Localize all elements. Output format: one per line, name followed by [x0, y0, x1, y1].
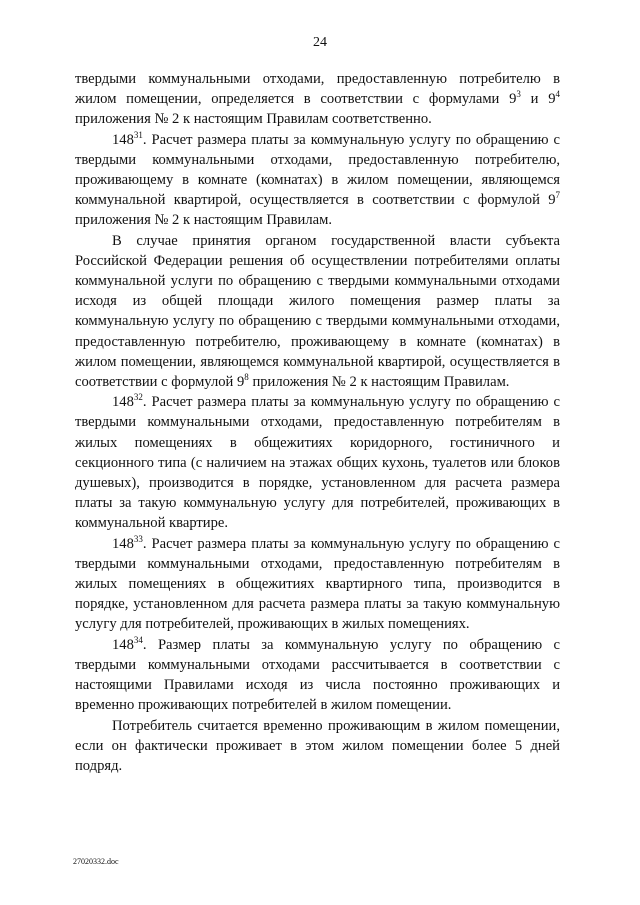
paragraph-text: приложения № 2 к настоящим Правилам. [248, 374, 510, 391]
clause-number: 148 [112, 535, 134, 552]
paragraph-text: приложения № 2 к настоящим Правилам. [75, 212, 333, 229]
paragraph-148-32 [75, 392, 560, 533]
formula-superscript: 4 [555, 89, 560, 100]
paragraph-text: . Размер платы за коммунальную услугу по обращению с твердыми коммунальными отходами рассчитывается в соответствии с настоящими Правилами исходя из числа постоянно проживающих и временно проживающих потребителей в жилом помещении. [75, 636, 560, 714]
paragraph-text: . Расчет размера платы за коммунальную услугу по обращению с твердыми коммунальными отходами, предоставленную потребителю, проживающему в комнате (комнатах) в жилом помещении, являющемся коммунальной квартирой, осуществляется в соответствии с формулой 9 [75, 131, 560, 209]
paragraph-text: В случае принятия органом государственной власти субъекта Российской Федерации решения об осуществлении потребителями оплаты коммунальной услуги по обращению с твердыми коммунальными отходами исходя из общей площади жилого помещения размер платы за коммунальную услугу по обращению с твердыми коммунальными отходами, предоставленную потребителю, проживающему в комнате (комнатах) в жилом помещении, являющемся коммунальной квартирой, осуществляется в соответствии с формулой 9 [75, 232, 560, 391]
clause-number: 148 [112, 394, 134, 411]
clause-number-superscript: 33 [133, 533, 143, 544]
paragraph-text: . Расчет размера платы за коммунальную услугу по обращению с твердыми коммунальными отходами, предоставленную потребителям в жилых помещениях в общежитиях квартирного типа, производится в порядке, установленном для расчета размера платы за такую коммунальную услугу для потребителей, проживающих в жилых помещениях. [75, 535, 560, 633]
clause-number: 148 [112, 131, 134, 148]
paragraph-text: твердыми коммунальными отходами, предоставленную потребителю в жилом помещении, определяется в соответствии с формулами 9 [75, 71, 560, 108]
paragraph-continuation [75, 69, 560, 130]
paragraph-text: приложения № 2 к настоящим Правилам соответственно. [75, 111, 432, 128]
footer-filename: 27020332.doc [73, 857, 119, 866]
paragraph-148-33 [75, 534, 560, 635]
paragraph-148-34 [75, 635, 560, 716]
paragraph-temporary-resident [75, 716, 560, 777]
clause-number-superscript: 32 [133, 392, 143, 403]
paragraph-148-31 [75, 130, 560, 231]
clause-number-superscript: 31 [133, 129, 143, 140]
page-number: 24 [313, 35, 327, 50]
formula-superscript: 8 [244, 372, 249, 383]
paragraph-area-based [75, 231, 560, 393]
clause-number-superscript: 34 [133, 634, 143, 645]
document-body [75, 69, 560, 776]
formula-superscript: 7 [555, 190, 560, 201]
paragraph-text: . Расчет размера платы за коммунальную услугу по обращению с твердыми коммунальными отходами, предоставленную потребителям в жилых помещениях в общежитиях коридорного, гостиничного и секционного типа (с наличием на этажах общих кухонь, туалетов или блоков душевых), производится в порядке, установленном для расчета размера платы за такую коммунальную услугу для потребителей, проживающих в коммунальной квартире. [75, 394, 560, 532]
paragraph-text: и 9 [520, 91, 556, 108]
formula-superscript: 3 [516, 89, 521, 100]
clause-number: 148 [112, 636, 134, 653]
paragraph-text: Потребитель считается временно проживающим в жилом помещении, если он фактически проживает в этом жилом помещении более 5 дней подряд. [75, 717, 560, 774]
